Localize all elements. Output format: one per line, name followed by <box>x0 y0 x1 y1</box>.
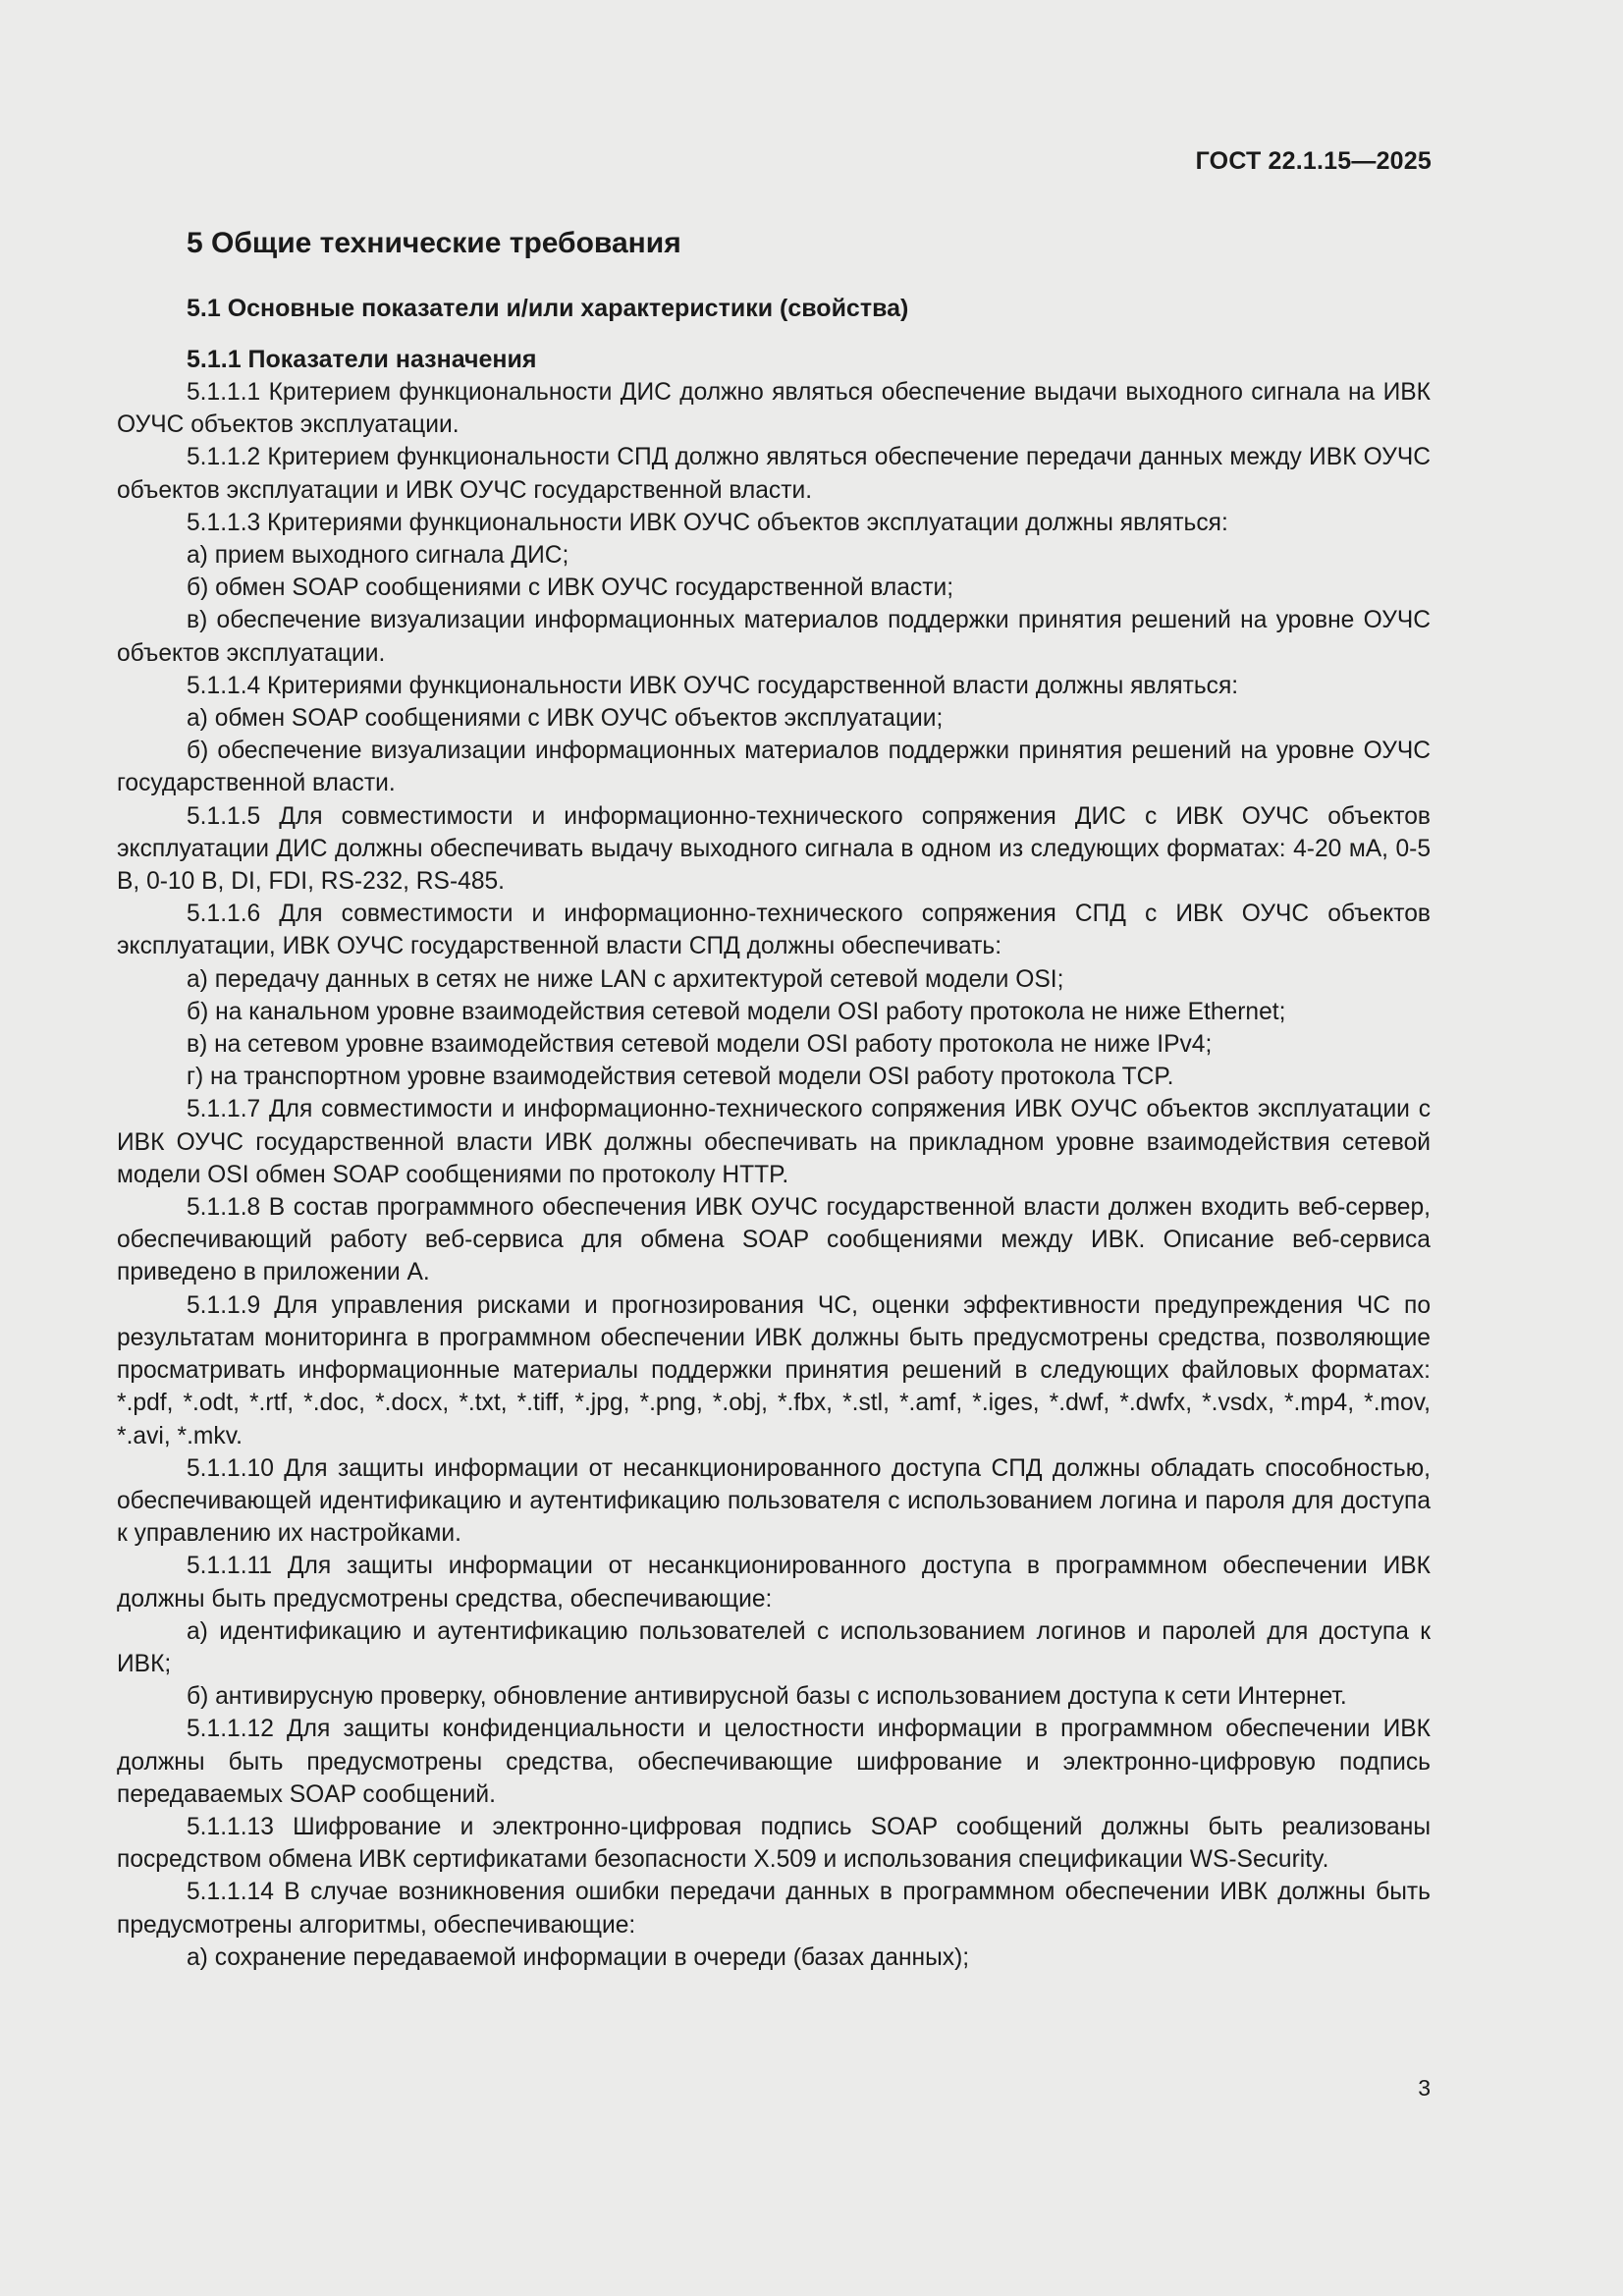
list-item: в) обеспечение визуализации информационных материалов поддержки принятия решений на уровне ОУЧС объектов эксплуатации. <box>117 607 1431 667</box>
paragraph-5-1-1-11: 5.1.1.11 Для защиты информации от несанкционированного доступа в программном обеспечении ИВК должны быть предусмотрены средства, обеспечивающие: <box>117 1553 1431 1613</box>
subsection-title: 5.1 Основные показатели и/или характеристики (свойства) <box>187 295 909 322</box>
paragraph-5-1-1-14: 5.1.1.14 В случае возникновения ошибки передачи данных в программном обеспечении ИВК должны быть предусмотрены алгоритмы, обеспечивающие: <box>117 1879 1431 1939</box>
paragraph-5-1-1-9: 5.1.1.9 Для управления рисками и прогнозирования ЧС, оценки эффективности предупреждения ЧС по результатам мониторинга в программном обеспечении ИВК должны быть предусмотрены средства, позволяющие просматривать информационные материалы поддержки принятия решений в следующих файловых форматах: *.pdf, *.odt, *.rtf, *.doc, *.docx, *.txt, *.tiff, *.jpg, *.png, *.obj, *.fbx, *.stl, *.amf, *.iges, *.dwf, *.dwfx, *.vsdx, *.mp4, *.mov, *.avi, *.mkv. <box>117 1291 1431 1449</box>
document-id: ГОСТ 22.1.15—2025 <box>1195 147 1432 175</box>
subsubsection-title: 5.1.1 Показатели назначения <box>187 346 537 373</box>
list-item: в) на сетевом уровне взаимодействия сетевой модели OSI работу протокола не ниже IPv4; <box>187 1031 1213 1059</box>
list-item: а) идентификацию и аутентификацию пользователей с использованием логинов и паролей для доступа к ИВК; <box>117 1617 1431 1677</box>
paragraph-5-1-1-10: 5.1.1.10 Для защиты информации от несанкционированного доступа СПД должны обладать способностью, обеспечивающей идентификацию и аутентификацию пользователя с использованием логина и пароля для доступа к управлению их настройками. <box>117 1454 1431 1548</box>
paragraph-5-1-1-6: 5.1.1.6 Для совместимости и информационно-технического сопряжения СПД с ИВК ОУЧС объектов эксплуатации, ИВК ОУЧС государственной власти СПД должны обеспечивать: <box>117 901 1431 960</box>
list-item: б) антивирусную проверку, обновление антивирусной базы с использованием доступа к сети Интернет. <box>187 1683 1347 1711</box>
list-item: б) на канальном уровне взаимодействия сетевой модели OSI работу протокола не ниже Ethernet; <box>187 998 1286 1025</box>
paragraph-5-1-1-2: 5.1.1.2 Критерием функциональности СПД должно являться обеспечение передачи данных между ИВК ОУЧС объектов эксплуатации и ИВК ОУЧС государственной власти. <box>117 444 1431 504</box>
paragraph-5-1-1-3: 5.1.1.3 Критериями функциональности ИВК ОУЧС объектов эксплуатации должны являться: <box>187 509 1228 536</box>
document-body <box>117 221 1431 1974</box>
page-number: 3 <box>1418 2075 1431 2101</box>
paragraph-5-1-1-13: 5.1.1.13 Шифрование и электронно-цифровая подпись SOAP сообщений должны быть реализованы посредством обмена ИВК сертификатами безопасности X.509 и использования спецификации WS-Security. <box>117 1813 1431 1874</box>
paragraph-5-1-1-8: 5.1.1.8 В состав программного обеспечения ИВК ОУЧС государственной власти должен входить веб-сервер, обеспечивающий работу веб-сервиса для обмена SOAP сообщениями между ИВК. Описание веб-сервиса приведено в приложении А. <box>117 1194 1431 1286</box>
list-item: г) на транспортном уровне взаимодействия сетевой модели OSI работу протокола TCP. <box>187 1064 1174 1091</box>
list-item: а) обмен SOAP сообщениями с ИВК ОУЧС объектов эксплуатации; <box>187 705 944 733</box>
paragraph-5-1-1-12: 5.1.1.12 Для защиты конфиденциальности и целостности информации в программном обеспечении ИВК должны быть предусмотрены средства, обеспечивающие шифрование и электронно-цифровую подпись передаваемых SOAP сообщений. <box>117 1716 1431 1808</box>
list-item: б) обеспечение визуализации информационных материалов поддержки принятия решений на уровне ОУЧС государственной власти. <box>117 738 1431 797</box>
paragraph-5-1-1-4: 5.1.1.4 Критериями функциональности ИВК ОУЧС государственной власти должны являться: <box>187 672 1239 699</box>
section-title: 5 Общие технические требования <box>187 227 681 259</box>
list-item: а) прием выходного сигнала ДИС; <box>187 542 569 570</box>
list-item: б) обмен SOAP сообщениями с ИВК ОУЧС государственной власти; <box>187 574 954 602</box>
paragraph-5-1-1-5: 5.1.1.5 Для совместимости и информационно-технического сопряжения ДИС с ИВК ОУЧС объектов эксплуатации ДИС должны обеспечивать выдачу выходного сигнала в одном из следующих форматах: 4-20 мА, 0-5 В, 0-10 В, DI, FDI, RS-232, RS-485. <box>117 802 1431 896</box>
list-item: а) передачу данных в сетях не ниже LAN с архитектурой сетевой модели OSI; <box>187 965 1064 993</box>
list-item: а) сохранение передаваемой информации в очереди (базах данных); <box>187 1943 970 1971</box>
paragraph-5-1-1-7: 5.1.1.7 Для совместимости и информационно-технического сопряжения ИВК ОУЧС объектов эксплуатации с ИВК ОУЧС государственной власти ИВК должны обеспечивать на прикладном уровне взаимодействия сетевой модели OSI обмен SOAP сообщениями по протоколу HTTP. <box>117 1096 1431 1188</box>
paragraph-5-1-1-1: 5.1.1.1 Критерием функциональности ДИС должно являться обеспечение выдачи выходного сигнала на ИВК ОУЧС объектов эксплуатации. <box>117 379 1431 439</box>
